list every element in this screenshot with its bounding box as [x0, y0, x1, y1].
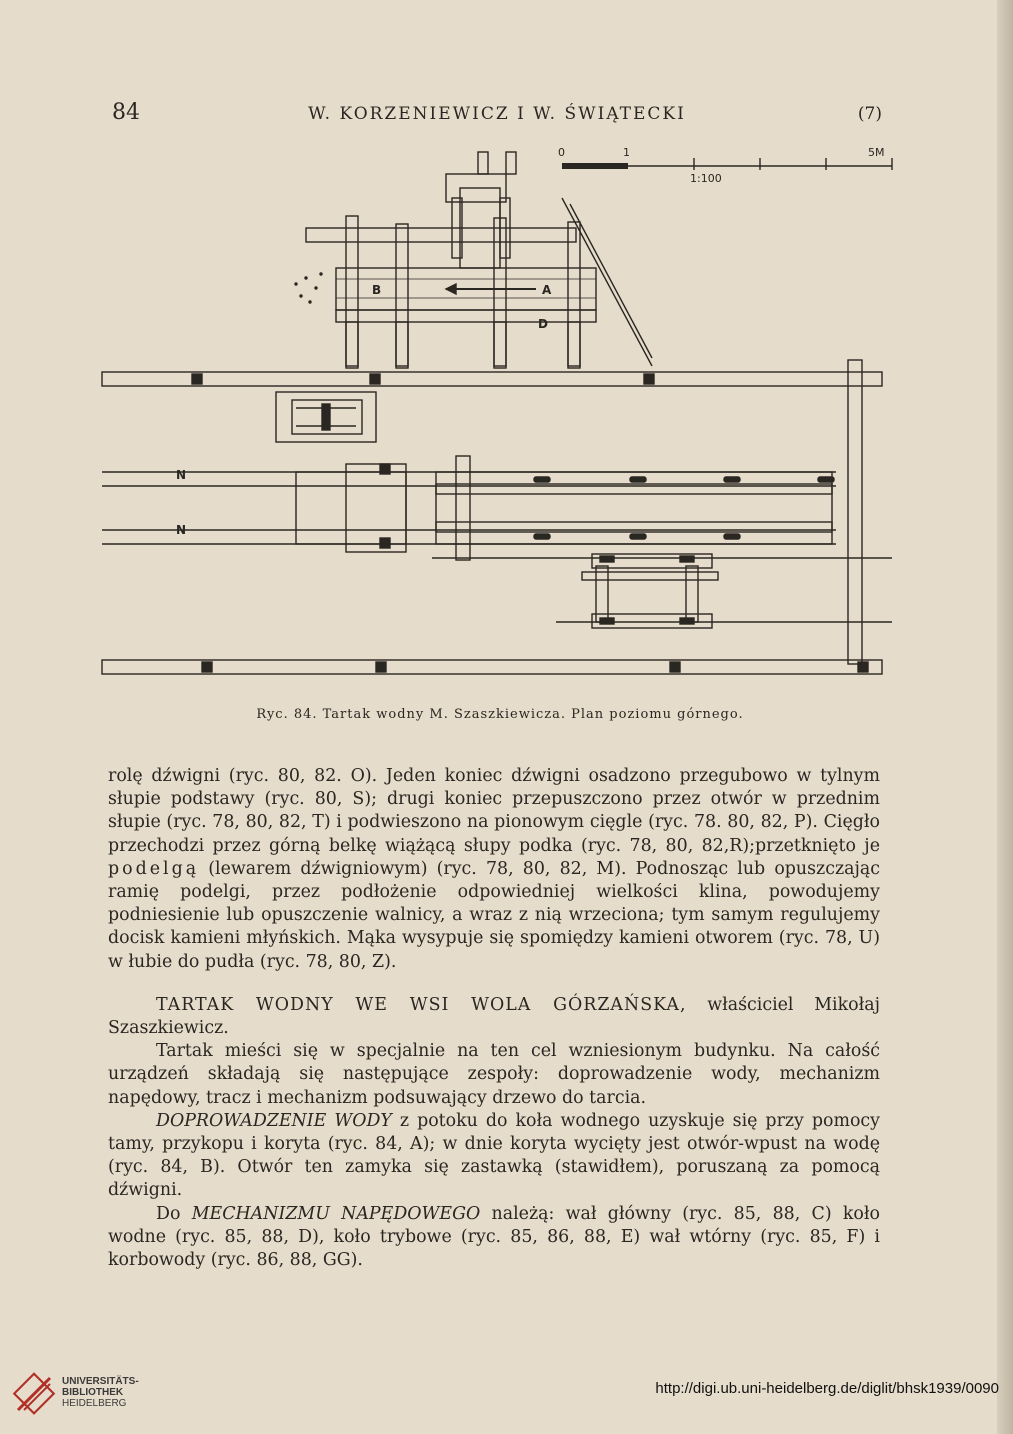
italic-heading: MECHANIZMU NAPĘDOWEGO	[191, 1203, 481, 1224]
paragraph-text: z potoku do koła wodnego uzyskuje się przy pomocy tamy, przykopu i koryta (ryc. 84, A); w dnie koryta wycięty jest otwór-wpust na wodę (ryc. 84, B). Otwór ten zamyka się zastawką (stawidłem), poruszaną za pomocą dźwigni.	[108, 1110, 881, 1201]
running-header	[112, 96, 882, 130]
footer	[0, 1366, 1013, 1426]
italic-heading: DOPROWADZENIE WODY	[156, 1110, 392, 1131]
section-number: (7)	[857, 104, 882, 124]
library-line: HEIDELBERG	[62, 1398, 127, 1409]
paragraph-text: rolę dźwigni (ryc. 80, 82. O). Jeden koniec dźwigni osadzono przegubowo w tylnym słupie podstawy (ryc. 80, S); drugi koniec przepuszczono przez otwór w przednim słupie (ryc. 78, 80, 82, T) i podwieszono na pionowym cięgle (ryc. 78. 80, 82, P). Cięgło przechodzi przez górną belkę wiążącą słupy podka (ryc. 78, 80, 82,R);przetknięto je	[108, 766, 880, 856]
figure-caption: Ryc. 84. Tartak wodny M. Szaszkiewicza. Plan poziomu górnego.	[256, 707, 744, 722]
scale-zero: 0	[558, 146, 565, 159]
top-beam	[102, 360, 882, 664]
scale-five-m: 5M	[868, 146, 885, 159]
scale-bar	[558, 146, 892, 185]
label-a: A	[542, 283, 552, 297]
paragraph	[108, 1203, 880, 1273]
paragraph	[108, 765, 880, 974]
paragraph-text: należą: wał główny (ryc. 85, 88, C) koło wodne (ryc. 85, 88, D), koło trybowe (ryc. 85, 86, 88, E) wał wtórny (ryc. 85, F) i korbowody (ryc. 86, 88, GG).	[108, 1203, 880, 1271]
page-edge	[997, 0, 1013, 1434]
paragraph: Tartak mieści się w specjalnie na ten cel wzniesionym budynku. Na całość urządzeń składają się następujące zespoły: doprowadzenie wody, mechanizm napędowy, tracz i mechanizm podsuwający drzewo do tarcia.	[108, 1041, 880, 1108]
running-title: W. KORZENIEWICZ I W. ŚWIĄTECKI	[308, 104, 686, 124]
carriage-rails	[102, 456, 836, 560]
paragraph-text: właściciel Mikołaj Szaszkiewicz.	[108, 994, 880, 1039]
library-line: UNIVERSITÄTS-	[62, 1376, 139, 1387]
bottom-beam	[102, 660, 882, 674]
page-number: 84	[112, 100, 140, 125]
paragraph-text: Do	[156, 1203, 181, 1224]
library-logo-icon	[12, 1372, 56, 1416]
saw-frame	[276, 392, 376, 442]
scale-ratio: 1:100	[690, 172, 722, 185]
label-n-lower: N	[176, 523, 187, 537]
library-line: BIBLIOTHEK	[62, 1387, 124, 1398]
spaced-term: podelgą	[108, 858, 200, 879]
scale-one: 1	[623, 146, 630, 159]
label-b: B	[372, 283, 382, 297]
paragraph-text: (lewarem dźwigniowym) (ryc. 78, 80, 82, M). Podnosząc lub opuszczając ramię podelgi, przez podłożenie odpowiedniej wielkości klina, powodujemy podniesienie lub opuszczenie walnicy, a wraz z nią wrzeciona; tym samym regulujemy docisk kamieni młyńskich. Mąka wysypuje się spomiędzy kamieni otworem (ryc. 78, U) w łubie do pudła (ryc. 78, 80, Z).	[108, 858, 880, 972]
label-d: D	[538, 317, 548, 331]
section-heading-paragraph	[108, 994, 880, 1040]
section-heading: TARTAK WODNY WE WSI WOLA GÓRZAŃSKA,	[156, 994, 687, 1015]
roller-frame	[432, 554, 892, 628]
paragraph	[108, 1110, 880, 1203]
lower-frame-posts	[336, 310, 596, 368]
sawmill-plan-figure	[96, 138, 896, 688]
label-n-upper: N	[176, 468, 187, 482]
body-text	[108, 765, 880, 1272]
library-name	[62, 1376, 139, 1409]
source-url-link[interactable]: http://digi.ub.uni-heidelberg.de/diglit/bhsk1939/0090	[655, 1380, 999, 1397]
